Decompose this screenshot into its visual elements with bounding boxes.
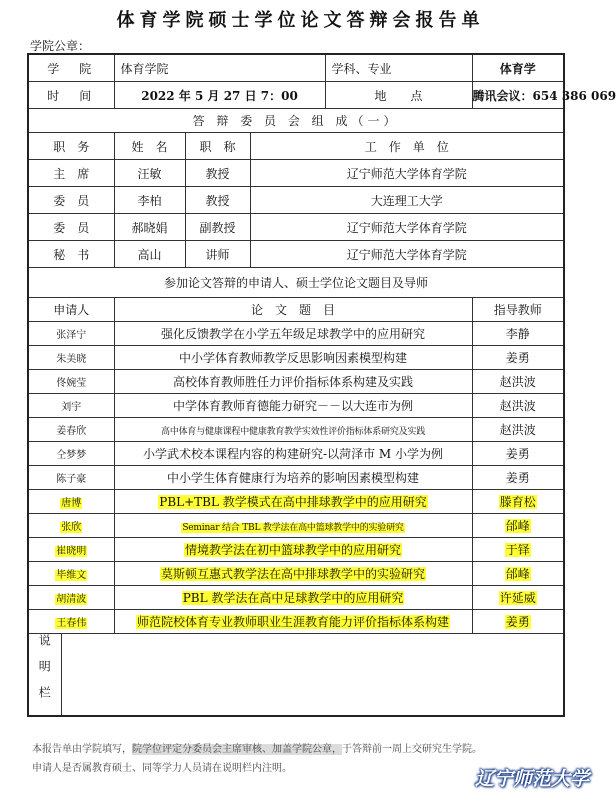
member-role: 主 席 xyxy=(28,160,114,187)
thesis-title: 小学武术校本课程内容的构建研究-以菏泽市 M 小学为例 xyxy=(143,447,444,461)
applicant-name-cell xyxy=(28,586,114,610)
applicant-row xyxy=(28,490,564,514)
member-role: 委 员 xyxy=(28,187,114,214)
college-label: 学 院 xyxy=(28,54,114,82)
thesis-title: 中小学生体育健康行为培养的影响因素模型构建 xyxy=(167,471,420,485)
member-title: 教授 xyxy=(185,187,250,214)
member-title: 副教授 xyxy=(185,214,250,241)
thesis-title-cell xyxy=(114,442,472,466)
applicant-name: 王春伟 xyxy=(56,618,87,629)
applicant-name: 佟婉莹 xyxy=(56,378,87,389)
committee-header-row xyxy=(28,109,564,133)
thesis-title-cell xyxy=(114,538,472,562)
college-seal-label: 学院公章： xyxy=(30,39,91,53)
applicant-rows xyxy=(28,322,564,634)
applicant-name-cell xyxy=(28,442,114,466)
applicant-row xyxy=(28,466,564,490)
page-title: 体育学院硕士学位论文答辩会报告单 xyxy=(116,10,485,31)
thesis-title: Seminar 结合 TBL 教学法在高中篮球教学中的实验研究 xyxy=(182,522,404,533)
applicant-name: 崔晓明 xyxy=(56,546,87,557)
place-label: 地 点 xyxy=(325,82,472,109)
applicant-name: 姜春欣 xyxy=(56,426,87,437)
thesis-title: 中学体育教师育德能力研究－－以大连市为例 xyxy=(173,399,414,413)
thesis-title: 高校体育教师胜任力评价指标体系构建及实践 xyxy=(173,375,414,389)
applicant-name: 张欣 xyxy=(61,522,82,533)
thesis-title-cell xyxy=(114,586,472,610)
applicants-header-row xyxy=(28,268,564,298)
committee-member-row xyxy=(28,241,564,268)
thesis-title-cell xyxy=(114,370,472,394)
info-row-1 xyxy=(28,54,564,82)
advisor-cell xyxy=(472,466,564,490)
thesis-title-cell xyxy=(114,322,472,346)
time-value: 2022 年 5 月 27 日 7：00 xyxy=(114,82,325,109)
member-title: 讲师 xyxy=(185,241,250,268)
applicant-name-cell xyxy=(28,394,114,418)
thesis-title: PBL 教学法在高中足球教学中的应用研究 xyxy=(182,591,404,605)
committee-member-row xyxy=(28,187,564,214)
thesis-title-cell xyxy=(114,490,472,514)
applicant-name: 毕维文 xyxy=(56,570,87,581)
remarks-label-cell xyxy=(28,634,61,717)
applicant-row xyxy=(28,370,564,394)
col-name: 姓 名 xyxy=(114,133,185,160)
committee-columns-row xyxy=(28,133,564,160)
advisor-cell xyxy=(472,370,564,394)
member-unit: 大连理工大学 xyxy=(250,187,564,214)
advisor-name: 姜勇 xyxy=(505,351,530,365)
applicant-name: 仝梦梦 xyxy=(56,450,87,461)
advisor-name: 滕育松 xyxy=(499,495,536,509)
advisor-cell xyxy=(472,418,564,442)
applicant-name-cell xyxy=(28,538,114,562)
advisor-cell xyxy=(472,346,564,370)
thesis-title-cell xyxy=(114,418,472,442)
advisor-name: 赵洪波 xyxy=(499,399,536,413)
thesis-title: 情境教学法在初中篮球教学中的应用研究 xyxy=(185,543,402,557)
thesis-title: 莫斯顿互惠式教学法在高中排球教学中的实验研究 xyxy=(161,567,426,581)
thesis-title-cell xyxy=(114,346,472,370)
member-unit: 辽宁师范大学体育学院 xyxy=(250,214,564,241)
thesis-title: 强化反馈教学在小学五年级足球教学中的应用研究 xyxy=(161,327,426,341)
applicant-name-cell xyxy=(28,562,114,586)
thesis-title: PBL+TBL 教学模式在高中排球教学中的应用研究 xyxy=(159,495,427,509)
advisor-cell xyxy=(472,514,564,538)
advisor-name: 李静 xyxy=(505,327,530,341)
applicant-name: 张泽宁 xyxy=(56,330,87,341)
place-value: 腾讯会议：654 386 069 xyxy=(472,82,564,109)
applicant-name-cell xyxy=(28,610,114,634)
applicant-row xyxy=(28,418,564,442)
advisor-cell xyxy=(472,538,564,562)
advisor-name: 赵洪波 xyxy=(499,423,536,437)
applicant-name-cell xyxy=(28,370,114,394)
applicant-row xyxy=(28,394,564,418)
member-name: 李柏 xyxy=(114,187,185,214)
col-unit: 工 作 单 位 xyxy=(250,133,564,160)
applicant-row xyxy=(28,538,564,562)
member-role: 委 员 xyxy=(28,214,114,241)
applicant-name-cell xyxy=(28,490,114,514)
advisor-name: 许延威 xyxy=(499,591,536,605)
applicant-row xyxy=(28,586,564,610)
applicant-name: 唐博 xyxy=(61,498,82,509)
applicant-row xyxy=(28,610,564,634)
university-logo-text: 辽宁师范大学 xyxy=(474,768,589,790)
applicants-header: 参加论文答辩的申请人、硕士学位论文题目及导师 xyxy=(28,268,564,298)
thesis-title-cell xyxy=(114,466,472,490)
remarks-content xyxy=(61,634,564,717)
report-table xyxy=(27,53,616,717)
applicant-row xyxy=(28,562,564,586)
col-thesis: 论 文 题 目 xyxy=(114,298,472,322)
major-value: 体育学 xyxy=(472,54,564,82)
applicant-name-cell xyxy=(28,322,114,346)
time-label: 时 间 xyxy=(28,82,114,109)
footer-note-part2: 院学位评定分委员会主席审核、加盖学院公章， xyxy=(132,744,342,755)
applicant-name-cell xyxy=(28,466,114,490)
remarks-label: 说明栏 xyxy=(37,634,52,712)
member-name: 高山 xyxy=(114,241,185,268)
col-title: 职 称 xyxy=(185,133,250,160)
advisor-cell xyxy=(472,562,564,586)
applicant-name: 胡清波 xyxy=(56,594,87,605)
thesis-title-cell xyxy=(114,514,472,538)
applicant-name: 陈子豪 xyxy=(56,474,87,485)
thesis-title-cell xyxy=(114,394,472,418)
advisor-cell xyxy=(472,442,564,466)
info-row-2 xyxy=(28,82,564,109)
applicant-name: 刘宇 xyxy=(61,402,82,413)
thesis-title: 高中体育与健康课程中健康教育教学实效性评价指标体系研究及实践 xyxy=(161,426,426,437)
advisor-name: 于铎 xyxy=(505,543,530,557)
applicant-name-cell xyxy=(28,418,114,442)
advisor-name: 姜勇 xyxy=(505,471,530,485)
advisor-cell xyxy=(472,610,564,634)
member-title: 教授 xyxy=(185,160,250,187)
applicant-row xyxy=(28,322,564,346)
member-unit: 辽宁师范大学体育学院 xyxy=(250,241,564,268)
thesis-title-cell xyxy=(114,562,472,586)
committee-member-row xyxy=(28,160,564,187)
applicant-row xyxy=(28,346,564,370)
advisor-cell xyxy=(472,394,564,418)
committee-header: 答 辩 委 员 会 组 成（一） xyxy=(28,109,564,133)
advisor-cell xyxy=(472,586,564,610)
thesis-title-cell xyxy=(114,610,472,634)
college-value: 体育学院 xyxy=(114,54,325,82)
advisor-name: 姜勇 xyxy=(505,615,530,629)
member-role: 秘 书 xyxy=(28,241,114,268)
applicant-name-cell xyxy=(28,514,114,538)
advisor-name: 邰峰 xyxy=(505,567,530,581)
applicant-row xyxy=(28,442,564,466)
member-name: 汪敏 xyxy=(114,160,185,187)
applicant-name-cell xyxy=(28,346,114,370)
col-advisor: 指导教师 xyxy=(472,298,564,322)
remarks-row xyxy=(28,634,564,717)
footer-note-line2: 申请人是否属教育硕士、同等学力人员请在说明栏内注明。 xyxy=(32,763,292,774)
member-unit: 辽宁师范大学体育学院 xyxy=(250,160,564,187)
footer-note-part3: 于答辩前一周上交研究生学院。 xyxy=(342,744,482,755)
advisor-name: 赵洪波 xyxy=(499,375,536,389)
advisor-name: 姜勇 xyxy=(505,447,530,461)
major-label: 学科、专业 xyxy=(325,54,472,82)
thesis-title: 师范院校体育专业教师职业生涯教育能力评价指标体系构建 xyxy=(137,615,450,629)
advisor-cell xyxy=(472,490,564,514)
thesis-title: 中小学体育教师教学反思影响因素模型构建 xyxy=(179,351,408,365)
applicant-row xyxy=(28,514,564,538)
col-applicant: 申请人 xyxy=(28,298,114,322)
col-role: 职 务 xyxy=(28,133,114,160)
advisor-name: 邰峰 xyxy=(505,519,530,533)
committee-member-row xyxy=(28,214,564,241)
footer-note-part1: 本报告单由学院填写， xyxy=(32,744,132,755)
applicants-columns-row xyxy=(28,298,564,322)
member-name: 郝晓娟 xyxy=(114,214,185,241)
advisor-cell xyxy=(472,322,564,346)
applicant-name: 朱美晓 xyxy=(56,354,87,365)
